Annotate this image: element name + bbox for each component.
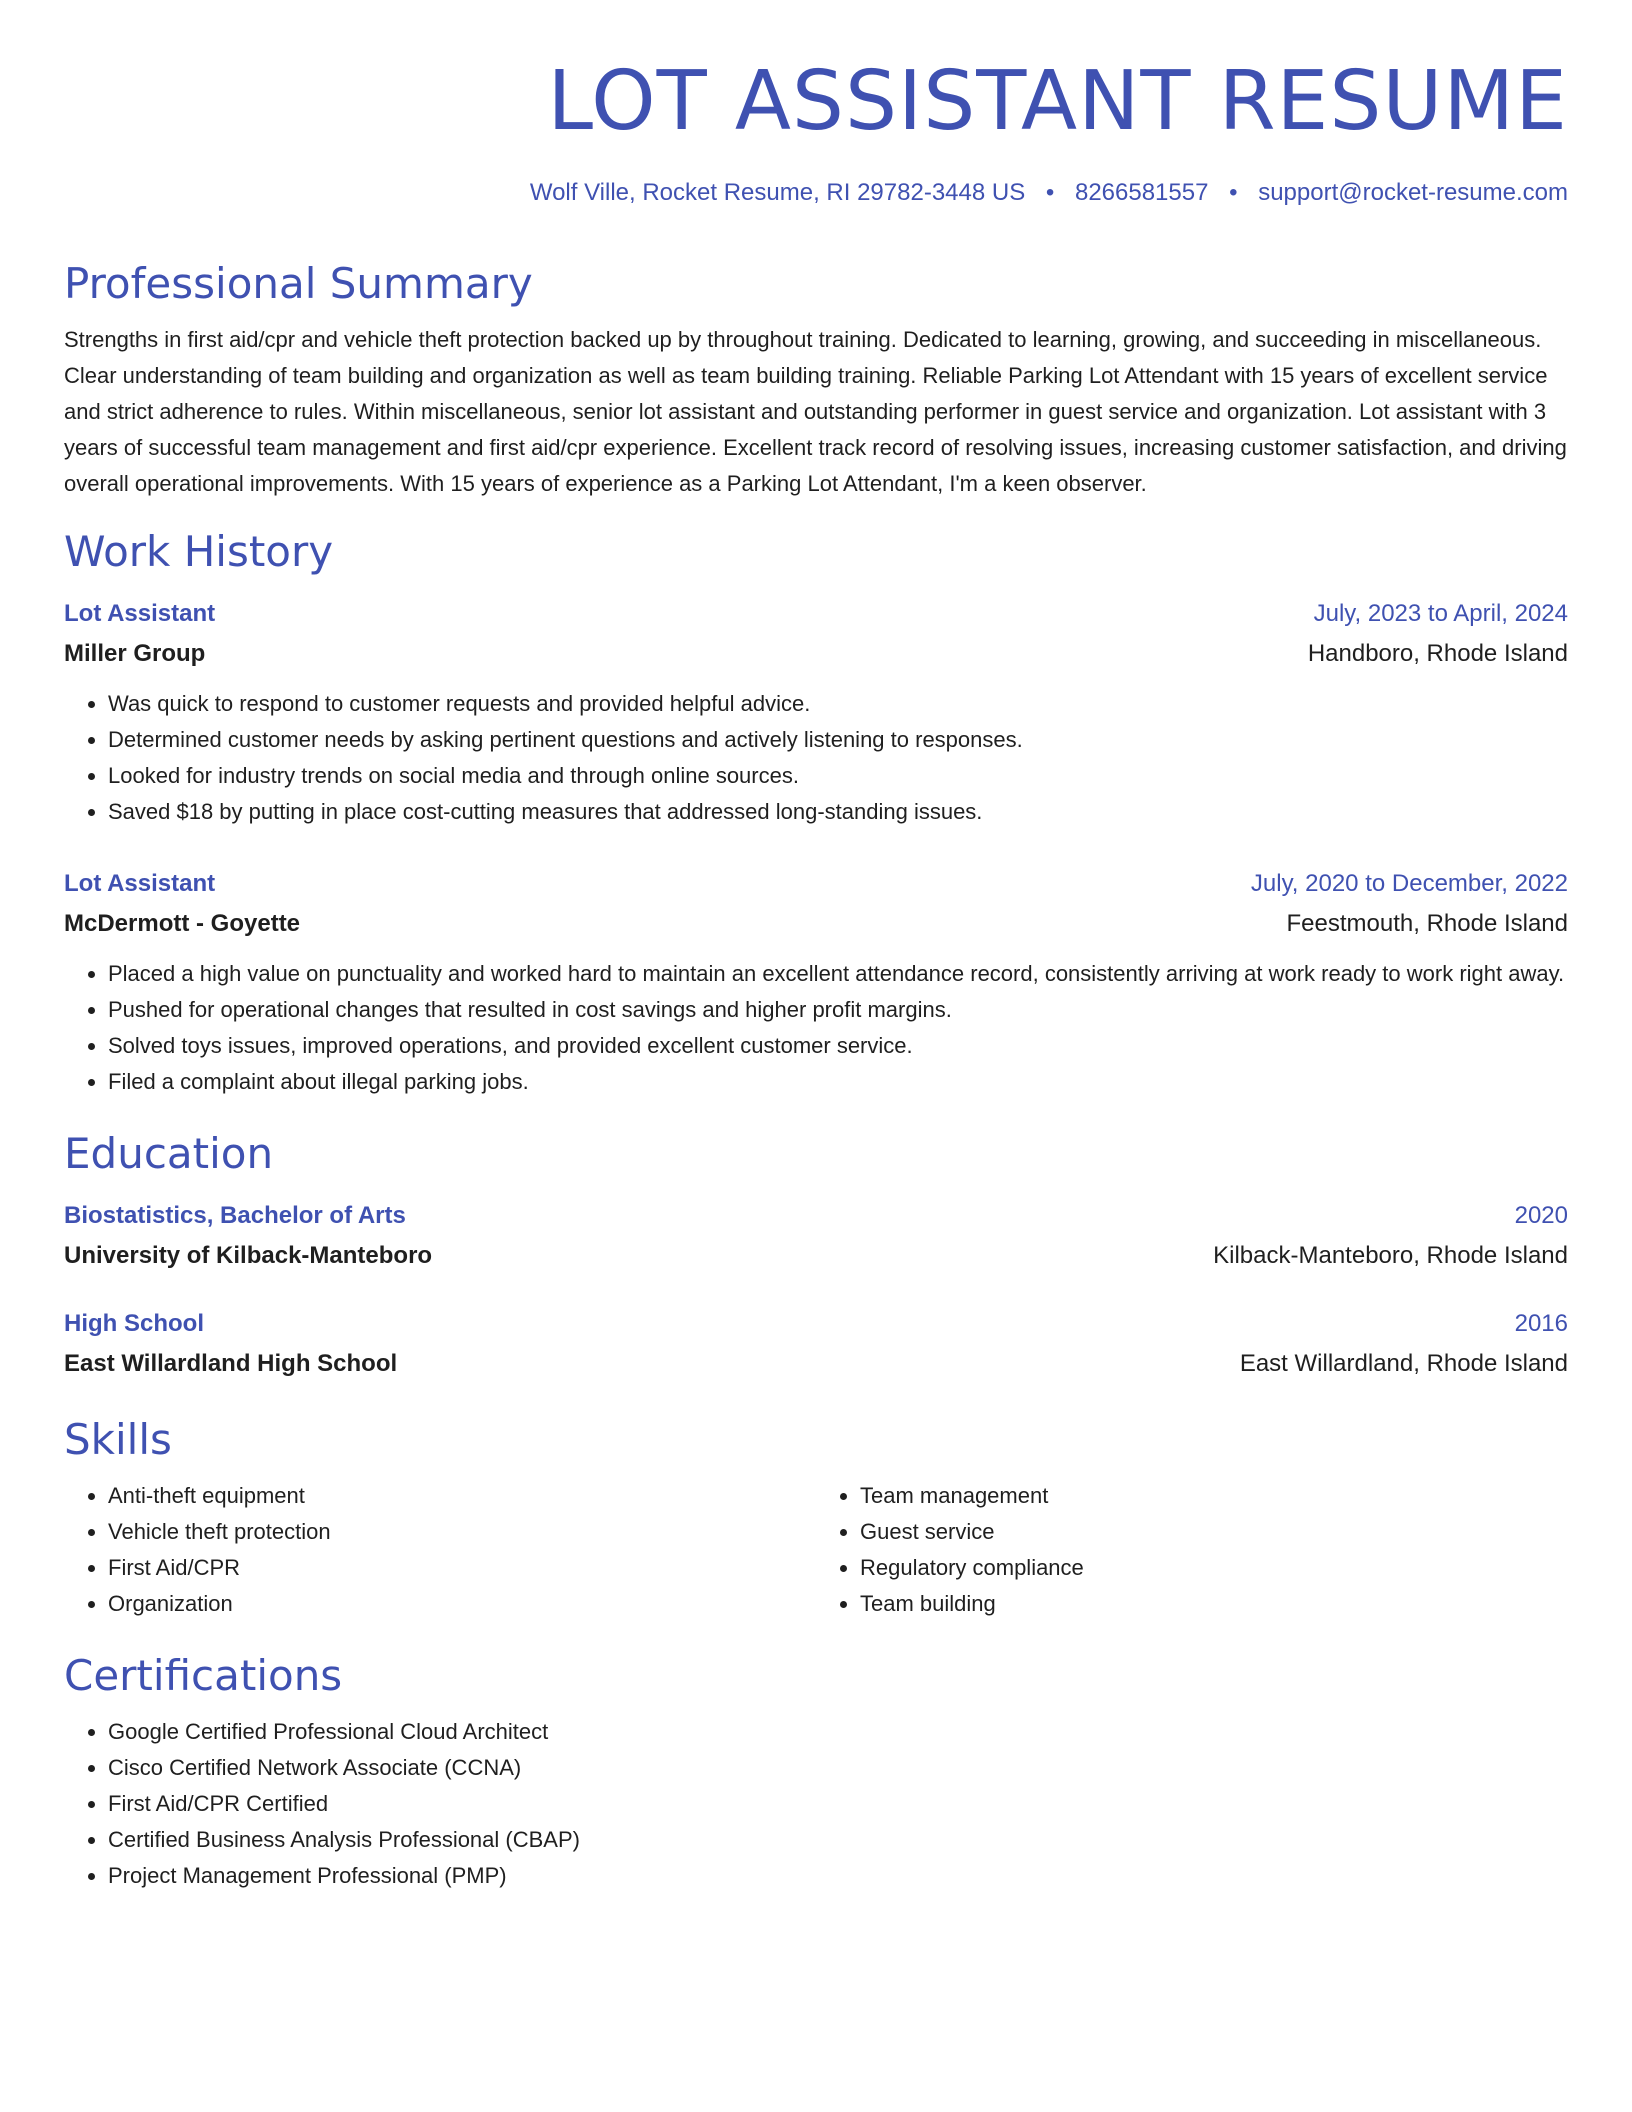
certifications-heading: Certifications: [64, 1651, 343, 1700]
contact-email: support@rocket-resume.com: [1258, 179, 1568, 206]
job-bullets: [64, 686, 1568, 830]
job-bullet: • Looked for industry trends on social media and through online sources.: [108, 758, 1568, 794]
job-location: Handboro, Rhode Island: [1307, 640, 1568, 667]
job-bullet: • Was quick to respond to customer requests and provided helpful advice.: [108, 686, 1568, 722]
job-title: Lot Assistant: [64, 870, 216, 897]
job-bullet: • Solved toys issues, improved operations, and provided excellent customer service.: [108, 1028, 1568, 1064]
education-entry: [64, 1304, 1568, 1384]
job-company: McDermott - Goyette: [64, 910, 301, 937]
summary-text: Strengths in first aid/cpr and vehicle theft protection backed up by throughout training. Dedicated to learning, growing, and succeeding in miscellaneous. Clear understanding of team building and organization as well as team building training. Reliable Parking Lot Attendant with 15 years of excellent service and strict adherence to rules. Within miscellaneous, senior lot assistant and outstanding performer in guest service and organization. Lot assistant with 3 years of successful team management and first aid/cpr experience. Excellent track record of resolving issues, increasing customer satisfaction, and driving overall operational improvements. With 15 years of experience as a Parking Lot Attendant, I'm a keen observer.: [64, 327, 1567, 496]
work-entry: [64, 864, 1568, 1100]
skill-item: • Organization: [108, 1586, 816, 1622]
job-bullet: • Determined customer needs by asking pertinent questions and actively listening to responses.: [108, 722, 1568, 758]
job-company: Miller Group: [64, 640, 206, 667]
education-school: University of Kilback-Manteboro: [64, 1242, 433, 1269]
certification-item: • Certified Business Analysis Professional (CBAP): [108, 1822, 1568, 1858]
skills-columns: [64, 1478, 1568, 1622]
work-entry-header: [64, 594, 1568, 634]
resume-page: [64, 0, 1568, 1894]
skills-list-left: [64, 1478, 816, 1622]
skills-list-right: [816, 1478, 1568, 1622]
resume-title: LOT ASSISTANT RESUME: [547, 54, 1568, 149]
education-degree: High School: [64, 1310, 204, 1337]
education-entry-subheader: [64, 1344, 1568, 1384]
education-entry-header: [64, 1196, 1568, 1236]
education-location: East Willardland, Rhode Island: [1239, 1350, 1568, 1377]
job-dates: July, 2023 to April, 2024: [1313, 600, 1568, 627]
contact-phone: 8266581557: [1074, 179, 1209, 206]
certification-item: • Cisco Certified Network Associate (CCNA): [108, 1750, 1568, 1786]
job-dates: July, 2020 to December, 2022: [1250, 870, 1568, 897]
skill-item: • Regulatory compliance: [860, 1550, 1568, 1586]
skill-item: • Team building: [860, 1586, 1568, 1622]
education-entry-subheader: [64, 1236, 1568, 1276]
skill-item: • Guest service: [860, 1514, 1568, 1550]
education-degree: Biostatistics, Bachelor of Arts: [64, 1202, 406, 1229]
job-bullet: • Pushed for operational changes that resulted in cost savings and higher profit margins.: [108, 992, 1568, 1028]
education-location: Kilback-Manteboro, Rhode Island: [1213, 1242, 1568, 1269]
skill-item: • Anti-theft equipment: [108, 1478, 816, 1514]
skill-item: • Team management: [860, 1478, 1568, 1514]
work-entry-subheader: [64, 634, 1568, 674]
education-heading: Education: [64, 1129, 274, 1178]
work-entry: [64, 594, 1568, 830]
work-history-heading: Work History: [64, 527, 334, 576]
job-title: Lot Assistant: [64, 600, 216, 627]
education-entry: [64, 1196, 1568, 1276]
job-bullet: • Filed a complaint about illegal parking jobs.: [108, 1064, 1568, 1100]
education-year: 2016: [1514, 1310, 1568, 1337]
certification-item: • Google Certified Professional Cloud Architect: [108, 1714, 1568, 1750]
education-school: East Willardland High School: [64, 1350, 398, 1377]
skill-item: • First Aid/CPR: [108, 1550, 816, 1586]
contact-address: Wolf Ville, Rocket Resume, RI 29782-3448 US: [529, 179, 1026, 206]
job-bullet: • Saved $18 by putting in place cost-cutting measures that addressed long-standing issues.: [108, 794, 1568, 830]
work-entry-header: [64, 864, 1568, 904]
job-location: Feestmouth, Rhode Island: [1286, 910, 1568, 937]
work-entry-subheader: [64, 904, 1568, 944]
contact-separator: •: [1229, 179, 1238, 206]
skill-item: • Vehicle theft protection: [108, 1514, 816, 1550]
certification-item: • Project Management Professional (PMP): [108, 1858, 1568, 1894]
certification-item: • First Aid/CPR Certified: [108, 1786, 1568, 1822]
skills-heading: Skills: [64, 1415, 172, 1464]
education-year: 2020: [1514, 1202, 1568, 1229]
education-entry-header: [64, 1304, 1568, 1344]
contact-separator: •: [1045, 179, 1055, 206]
certifications-list: [64, 1714, 1568, 1894]
job-bullet: • Placed a high value on punctuality and worked hard to maintain an excellent attendance record, consistently arriving at work ready to work right away.: [108, 956, 1568, 992]
summary-heading: Professional Summary: [64, 259, 533, 308]
job-bullets: [64, 956, 1568, 1100]
contact-line: [64, 176, 1568, 210]
